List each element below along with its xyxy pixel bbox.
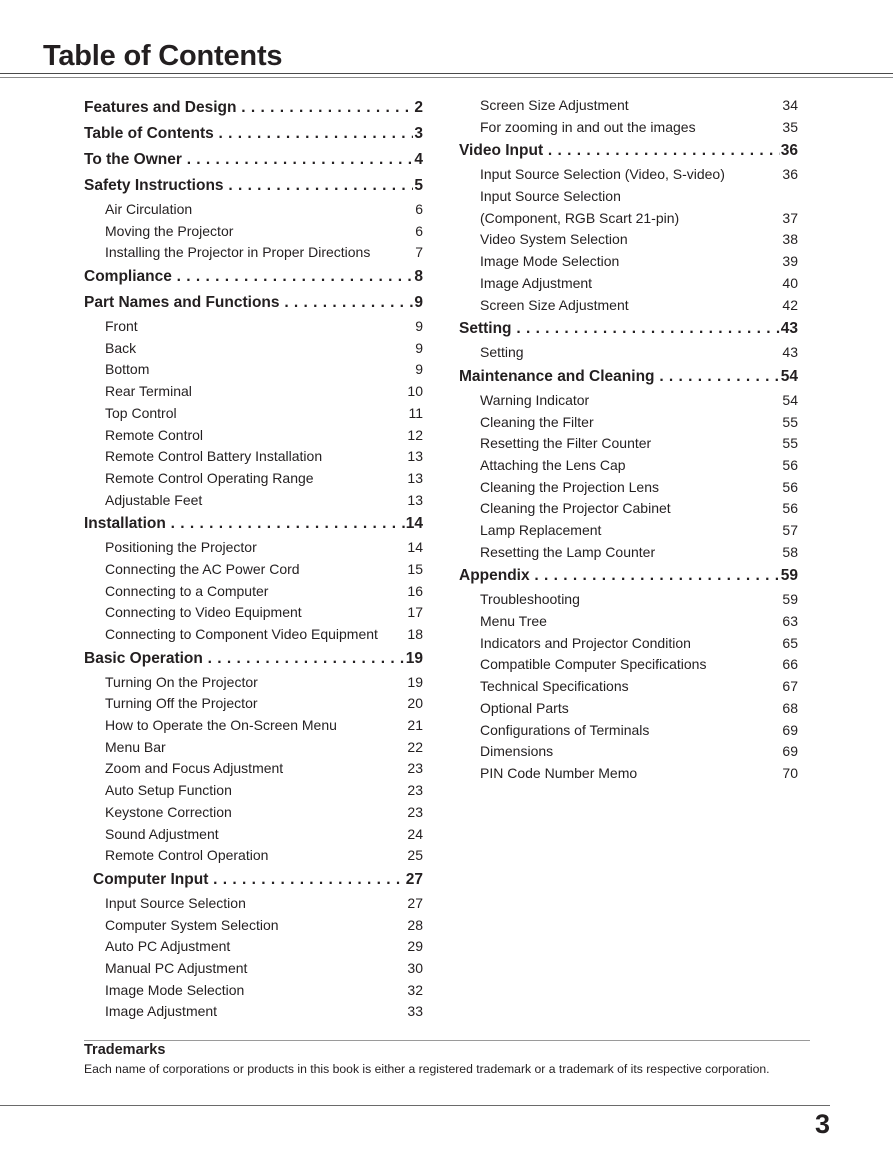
toc-item-label: Resetting the Filter Counter xyxy=(480,435,652,452)
toc-item-entry xyxy=(459,720,798,742)
toc-section-label: Safety Instructions . . . xyxy=(84,173,413,199)
toc-item-label: Zoom and Focus Adjustment xyxy=(105,760,284,777)
toc-item-entry xyxy=(84,316,423,338)
toc-item-label: (Component, RGB Scart 21-pin) xyxy=(480,209,680,226)
toc-item-entry xyxy=(459,186,798,208)
toc-section-entry xyxy=(459,316,798,342)
toc-item-label: Warning Indicator xyxy=(480,391,590,408)
toc-item-label: Input Source Selection (Video, S-video) xyxy=(480,166,725,183)
toc-item-label: Connecting to a Computer xyxy=(105,582,269,599)
toc-item-entry xyxy=(459,208,798,230)
toc-page-number: 25 xyxy=(407,847,423,864)
toc-item-entry xyxy=(459,455,798,477)
toc-item-label: Remote Control Operating Range xyxy=(105,469,314,486)
toc-page-number: 57 xyxy=(782,522,798,538)
toc-item-entry xyxy=(459,589,798,611)
toc-item-entry xyxy=(84,936,423,958)
toc-item-entry xyxy=(84,602,423,624)
toc-item-label: Computer System Selection xyxy=(105,916,279,933)
toc-page-number: 33 xyxy=(407,1003,423,1020)
toc-item-entry xyxy=(84,403,423,425)
toc-page-number: 65 xyxy=(782,634,798,651)
toc-section-label: Appendix . . . xyxy=(459,563,780,589)
toc-item-label: Turning On the Projector xyxy=(105,673,258,690)
toc-page-number: 20 xyxy=(407,695,423,712)
toc-item-entry xyxy=(84,893,423,915)
toc-item-entry xyxy=(84,446,423,468)
toc-section-label: Compliance . . . xyxy=(84,264,413,290)
toc-page-number: 24 xyxy=(407,825,423,842)
toc-item-entry xyxy=(84,824,423,846)
toc-item-label: Cleaning the Projector Cabinet xyxy=(480,500,671,517)
toc-page-number: 9 xyxy=(415,361,423,378)
toc-right-column xyxy=(459,95,798,785)
toc-item-entry xyxy=(84,490,423,512)
toc-item-entry xyxy=(84,672,423,694)
toc-page-number: 40 xyxy=(782,274,798,291)
toc-item-entry xyxy=(84,359,423,381)
toc-item-entry xyxy=(459,412,798,434)
toc-item-entry xyxy=(84,980,423,1002)
toc-section-entry xyxy=(459,364,798,390)
toc-item-entry xyxy=(459,741,798,763)
toc-item-label: Back xyxy=(105,339,137,356)
toc-page-number: 2 xyxy=(414,99,423,116)
toc-item-label: Moving the Projector xyxy=(105,222,234,239)
toc-item-label: Auto Setup Function xyxy=(105,782,232,799)
toc-page-number: 30 xyxy=(407,959,423,976)
toc-item-entry xyxy=(84,802,423,824)
toc-page-number: 22 xyxy=(407,738,423,755)
toc-item-entry xyxy=(459,611,798,633)
toc-page-number: 54 xyxy=(782,391,798,408)
toc-page-number: 17 xyxy=(407,604,423,621)
toc-item-label: Cleaning the Filter xyxy=(480,413,594,430)
toc-item-label: For zooming in and out the images xyxy=(480,118,696,135)
toc-item-label: Menu Bar xyxy=(105,738,166,755)
toc-page-number: 14 xyxy=(407,539,423,556)
toc-page-number: 56 xyxy=(782,478,798,495)
page-number: 3 xyxy=(814,1109,830,1139)
toc-item-entry xyxy=(84,693,423,715)
toc-item-entry xyxy=(459,251,798,273)
toc-page-number: 14 xyxy=(405,515,423,533)
toc-item-label: Technical Specifications xyxy=(480,678,629,695)
toc-item-label: Screen Size Adjustment xyxy=(480,296,629,313)
toc-section-label: Part Names and Functions . . . xyxy=(84,290,413,316)
toc-page-number: 6 xyxy=(415,222,423,239)
toc-item-entry xyxy=(459,498,798,520)
toc-item-label: Remote Control xyxy=(105,426,204,443)
toc-item-label: Installing the Projector in Proper Directions xyxy=(105,244,371,261)
toc-item-entry xyxy=(459,390,798,412)
toc-page-number: 28 xyxy=(407,916,423,933)
toc-page-number: 18 xyxy=(407,626,423,642)
toc-page-number: 59 xyxy=(782,591,798,608)
toc-item-entry xyxy=(84,425,423,447)
toc-item-entry xyxy=(84,758,423,780)
toc-item-entry xyxy=(84,468,423,490)
title-rule-thin xyxy=(0,77,893,78)
toc-item-label: Top Control xyxy=(105,404,177,421)
toc-page-number: 27 xyxy=(405,870,423,888)
toc-item-label: Image Adjustment xyxy=(105,1003,218,1020)
toc-section-entry xyxy=(84,95,423,121)
toc-item-entry xyxy=(459,95,798,117)
toc-page-number: 6 xyxy=(415,201,423,217)
toc-item-label: Auto PC Adjustment xyxy=(105,938,231,955)
toc-item-entry xyxy=(459,477,798,499)
toc-page-number: 4 xyxy=(414,151,423,168)
toc-item-label: Input Source Selection xyxy=(480,188,621,205)
trademarks-rule xyxy=(84,1040,810,1041)
toc-item-label: Air Circulation xyxy=(105,201,193,217)
toc-item-entry xyxy=(459,654,798,676)
toc-page-number: 37 xyxy=(782,209,798,226)
toc-page-number: 69 xyxy=(782,721,798,738)
toc-section-entry xyxy=(459,138,798,164)
toc-section-label: Video Input . . . xyxy=(459,138,780,164)
toc-item-label: Compatible Computer Specifications xyxy=(480,656,707,673)
toc-section-label: Basic Operation . . . xyxy=(84,646,405,672)
toc-section-label: To the Owner . . . xyxy=(84,147,413,173)
toc-page-number: 68 xyxy=(782,699,798,716)
toc-page-number: 55 xyxy=(782,413,798,430)
toc-item-entry xyxy=(459,229,798,251)
toc-item-label: Image Adjustment xyxy=(480,274,593,291)
toc-section-entry xyxy=(84,511,423,537)
toc-item-label: Manual PC Adjustment xyxy=(105,959,248,976)
toc-page-number: 55 xyxy=(782,435,798,452)
toc-item-label: Rear Terminal xyxy=(105,383,192,400)
toc-left-column xyxy=(84,95,423,1023)
toc-page-number: 23 xyxy=(407,760,423,777)
toc-item-label: Sound Adjustment xyxy=(105,825,219,842)
toc-page-number: 69 xyxy=(782,743,798,760)
toc-page-number: 5 xyxy=(414,177,423,194)
toc-item-entry xyxy=(459,676,798,698)
toc-page-number: 36 xyxy=(782,166,798,183)
toc-item-entry xyxy=(84,338,423,360)
toc-item-entry xyxy=(84,715,423,737)
toc-item-entry xyxy=(459,698,798,720)
toc-section-label: Installation . . . xyxy=(84,511,405,537)
toc-item-label: Setting xyxy=(480,344,524,361)
toc-item-entry xyxy=(459,342,798,364)
toc-page-number: 19 xyxy=(407,673,423,690)
toc-page-number: 43 xyxy=(780,320,798,338)
toc-page-number: 13 xyxy=(407,448,423,465)
toc-item-label: Optional Parts xyxy=(480,699,569,716)
toc-page-number: 13 xyxy=(407,491,423,508)
toc-item-entry xyxy=(459,164,798,186)
toc-item-label: Input Source Selection xyxy=(105,894,246,911)
toc-item-entry xyxy=(84,581,423,603)
toc-item-label: Image Mode Selection xyxy=(480,253,620,270)
toc-page-number: 19 xyxy=(405,649,423,667)
trademarks-heading: Trademarks xyxy=(84,1042,166,1058)
toc-page-number: 54 xyxy=(780,367,798,385)
toc-item-entry xyxy=(84,221,423,243)
toc-item-entry xyxy=(84,958,423,980)
toc-item-label: Image Mode Selection xyxy=(105,981,245,998)
toc-item-entry xyxy=(84,780,423,802)
toc-item-label: Connecting to Component Video Equipment xyxy=(105,626,378,642)
toc-item-label: Front xyxy=(105,318,138,335)
toc-section-entry xyxy=(84,264,423,290)
toc-page-number: 35 xyxy=(782,118,798,135)
toc-item-label: Menu Tree xyxy=(480,613,547,630)
toc-item-label: Positioning the Projector xyxy=(105,539,257,556)
toc-page-number: 58 xyxy=(782,543,798,560)
trademarks-text: Each name of corporations or products in this book is either a registered trademark or a trademark of its respective corporation. xyxy=(84,1062,770,1076)
toc-section-entry xyxy=(84,121,423,147)
toc-item-entry xyxy=(84,624,423,646)
toc-item-entry xyxy=(84,381,423,403)
toc-page-number: 29 xyxy=(407,938,423,955)
toc-page-number: 67 xyxy=(782,678,798,695)
toc-section-entry xyxy=(84,290,423,316)
toc-page-number: 9 xyxy=(414,294,423,312)
toc-item-label: Bottom xyxy=(105,361,150,378)
toc-page-number: 23 xyxy=(407,803,423,820)
toc-item-entry xyxy=(459,520,798,542)
toc-section-label: Table of Contents . . . xyxy=(84,121,413,147)
toc-item-label: Resetting the Lamp Counter xyxy=(480,543,656,560)
toc-page-number: 32 xyxy=(407,981,423,998)
toc-item-label: Troubleshooting xyxy=(480,591,580,608)
toc-item-entry xyxy=(459,542,798,564)
toc-section-entry xyxy=(84,147,423,173)
toc-page-number: 8 xyxy=(414,268,423,286)
toc-page-number: 66 xyxy=(782,656,798,673)
toc-page-number: 3 xyxy=(414,125,423,142)
toc-page-number: 13 xyxy=(407,469,423,486)
toc-page-number: 36 xyxy=(780,142,798,160)
toc-page-number: 21 xyxy=(407,717,423,734)
toc-section-entry xyxy=(93,867,423,893)
toc-item-entry xyxy=(84,242,423,264)
toc-page-number: 70 xyxy=(782,764,798,781)
toc-item-entry xyxy=(84,915,423,937)
toc-item-label: How to Operate the On-Screen Menu xyxy=(105,717,337,734)
toc-item-label: Attaching the Lens Cap xyxy=(480,456,626,473)
toc-item-label: Connecting the AC Power Cord xyxy=(105,560,300,577)
toc-item-entry xyxy=(459,273,798,295)
toc-item-entry xyxy=(84,199,423,221)
page-title: Table of Contents xyxy=(43,40,283,72)
toc-item-label: Dimensions xyxy=(480,743,554,760)
toc-page-number: 15 xyxy=(407,560,423,577)
toc-item-label: Configurations of Terminals xyxy=(480,721,650,738)
toc-section-label: Maintenance and Cleaning . . . xyxy=(459,364,780,390)
toc-page-number: 59 xyxy=(780,567,798,585)
toc-section-label: Features and Design . . . xyxy=(84,95,413,121)
toc-page-number: 7 xyxy=(415,244,423,261)
toc-item-label: Cleaning the Projection Lens xyxy=(480,478,660,495)
toc-page-number: 34 xyxy=(782,97,798,113)
toc-section-entry xyxy=(84,646,423,672)
toc-page-number: 10 xyxy=(407,383,423,400)
toc-page-number: 16 xyxy=(407,582,423,599)
toc-item-label: Screen Size Adjustment xyxy=(480,97,629,113)
toc-page-number: 12 xyxy=(407,426,423,443)
toc-item-entry xyxy=(84,845,423,867)
toc-item-label: Video System Selection xyxy=(480,231,628,248)
toc-page-number: 42 xyxy=(782,296,798,313)
toc-item-label: Remote Control Battery Installation xyxy=(105,448,323,465)
toc-item-entry xyxy=(84,537,423,559)
footer-rule xyxy=(0,1105,830,1106)
toc-page-number: 56 xyxy=(782,456,798,473)
toc-item-entry xyxy=(84,1001,423,1023)
toc-item-label: Keystone Correction xyxy=(105,803,232,820)
toc-item-label: Adjustable Feet xyxy=(105,491,203,508)
toc-page-number: 27 xyxy=(407,894,423,911)
toc-page-number: 39 xyxy=(782,253,798,270)
toc-item-entry xyxy=(459,763,798,785)
toc-item-entry xyxy=(459,633,798,655)
toc-item-entry xyxy=(459,433,798,455)
toc-section-label: Computer Input . . . xyxy=(93,867,405,893)
toc-item-label: Remote Control Operation xyxy=(105,847,269,864)
toc-item-label: Connecting to Video Equipment xyxy=(105,604,302,621)
toc-item-label: Lamp Replacement xyxy=(480,522,602,538)
toc-page-number: 11 xyxy=(408,404,423,421)
toc-item-entry xyxy=(459,295,798,317)
toc-item-entry xyxy=(459,117,798,139)
toc-item-label: Indicators and Projector Condition xyxy=(480,634,691,651)
toc-page-number: 63 xyxy=(782,613,798,630)
toc-item-label: PIN Code Number Memo xyxy=(480,764,638,781)
toc-item-label: Turning Off the Projector xyxy=(105,695,258,712)
toc-page-number: 9 xyxy=(415,339,423,356)
toc-section-label: Setting . . . xyxy=(459,316,780,342)
toc-page-number: 23 xyxy=(407,782,423,799)
toc-item-entry xyxy=(84,559,423,581)
toc-section-entry xyxy=(84,173,423,199)
toc-page-number: 43 xyxy=(782,344,798,361)
toc-page-number: 38 xyxy=(782,231,798,248)
toc-section-entry xyxy=(459,563,798,589)
toc-page-number: 9 xyxy=(415,318,423,335)
toc-item-entry xyxy=(84,737,423,759)
title-rule xyxy=(0,73,893,74)
toc-page-number: 56 xyxy=(782,500,798,517)
